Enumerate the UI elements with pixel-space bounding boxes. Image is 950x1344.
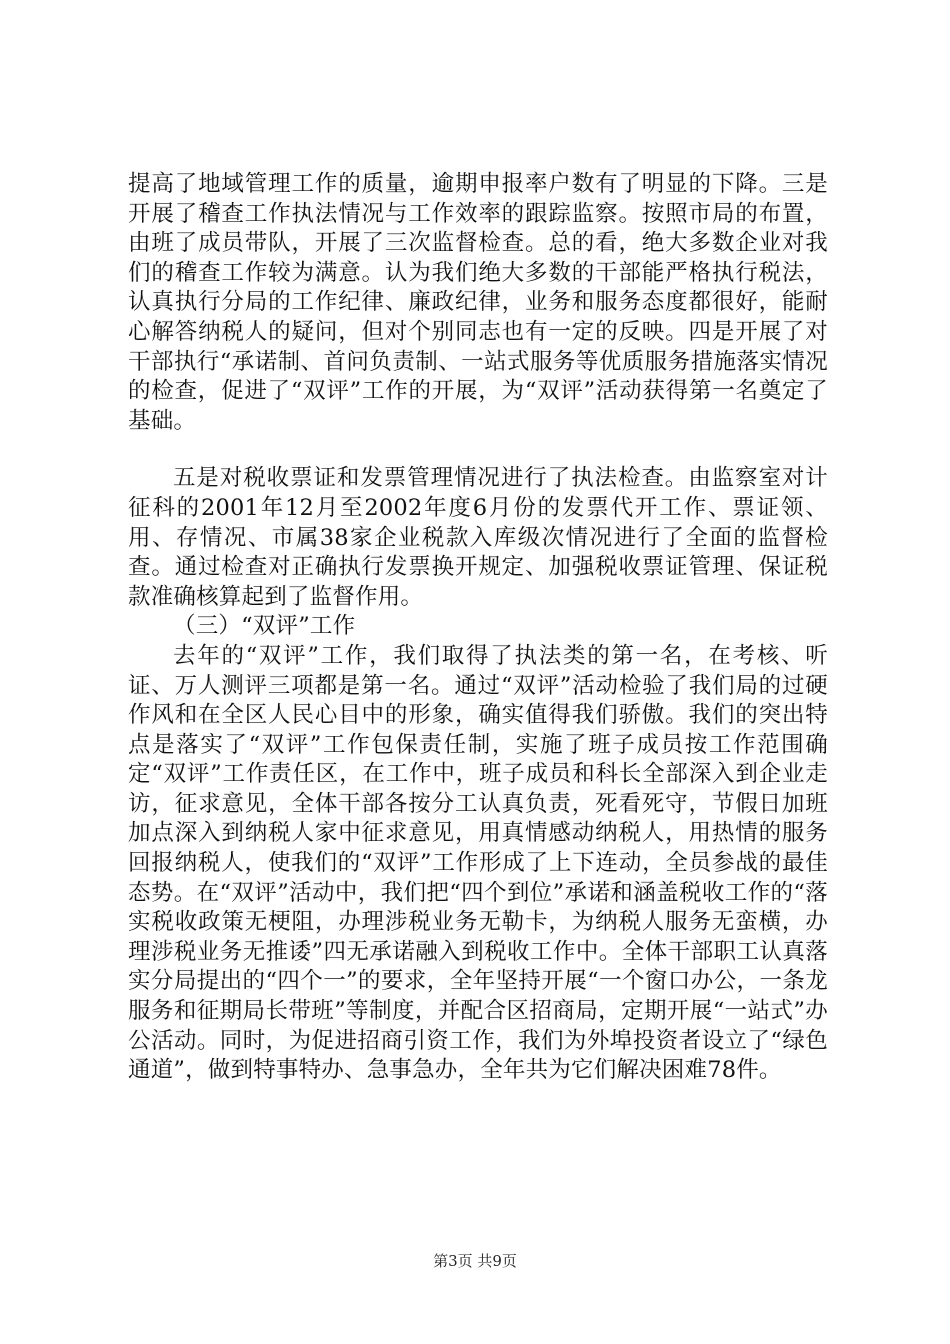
paragraph-gap (128, 436, 828, 464)
document-body (128, 170, 828, 1086)
paragraph-double-evaluation: 去年的“双评”工作，我们取得了执法类的第一名，在考核、听证、万人测评三项都是第一名。通过“双评”活动检验了我们局的过硬作风和在全区人民心目中的形象，确实值得我们骄傲。我们的突出特点是落实了“双评”工作包保责任制，实施了班子成员按工作范围确定“双评”工作责任区，在工作中，班子成员和科长全部深入到企业走访，征求意见，全体干部各按分工认真负责，死看死守，节假日加班加点深入到纳税人家中征求意见，用真情感动纳税人，用热情的服务回报纳税人，使我们的“双评”工作形成了上下连动，全员参战的最佳态势。在“双评”活动中，我们把“四个到位”承诺和涵盖税收工作的“落实税收政策无梗阻，办理涉税业务无勒卡，为纳税人服务无蛮横，办理涉税业务无推诿”四无承诺融入到税收工作中。全体干部职工认真落实分局提出的“四个一”的要求，全年坚持开展“一个窗口办公，一条龙服务和征期局长带班”等制度，并配合区招商局，定期开展“一站式”办公活动。同时，为促进招商引资工作，我们为外埠投资者设立了“绿色通道”，做到特事特办、急事急办，全年共为它们解决困难78件。 (128, 642, 828, 1084)
page-footer: 第3页 共9页 (433, 1252, 517, 1270)
section-heading-double-evaluation: （三）“双评”工作 (173, 613, 356, 640)
paragraph-ticket-inspection: 五是对税收票证和发票管理情况进行了执法检查。由监察室对计征科的2001年12月至2002年度6月份的发票代开工作、票证领、用、存情况、市属38家企业税款入库级次情况进行了全面的监督检查。通过检查对正确执行发票换开规定、加强税收票证管理、保证税款准确核算起到了监督作用。 (128, 465, 828, 610)
paragraph-continuation: 提高了地域管理工作的质量，逾期申报率户数有了明显的下降。三是开展了稽查工作执法情况与工作效率的跟踪监察。按照市局的布置，由班了成员带队，开展了三次监督检查。总的看，绝大多数企业对我们的稽查工作较为满意。认为我们绝大多数的干部能严格执行税法，认真执行分局的工作纪律、廉政纪律，业务和服务态度都很好，能耐心解答纳税人的疑问，但对个别同志也有一定的反映。四是开展了对干部执行“承诺制、首问负责制、一站式服务等优质服务措施落实情况的检查，促进了“双评”工作的开展，为“双评”活动获得第一名奠定了基础。 (128, 171, 828, 434)
